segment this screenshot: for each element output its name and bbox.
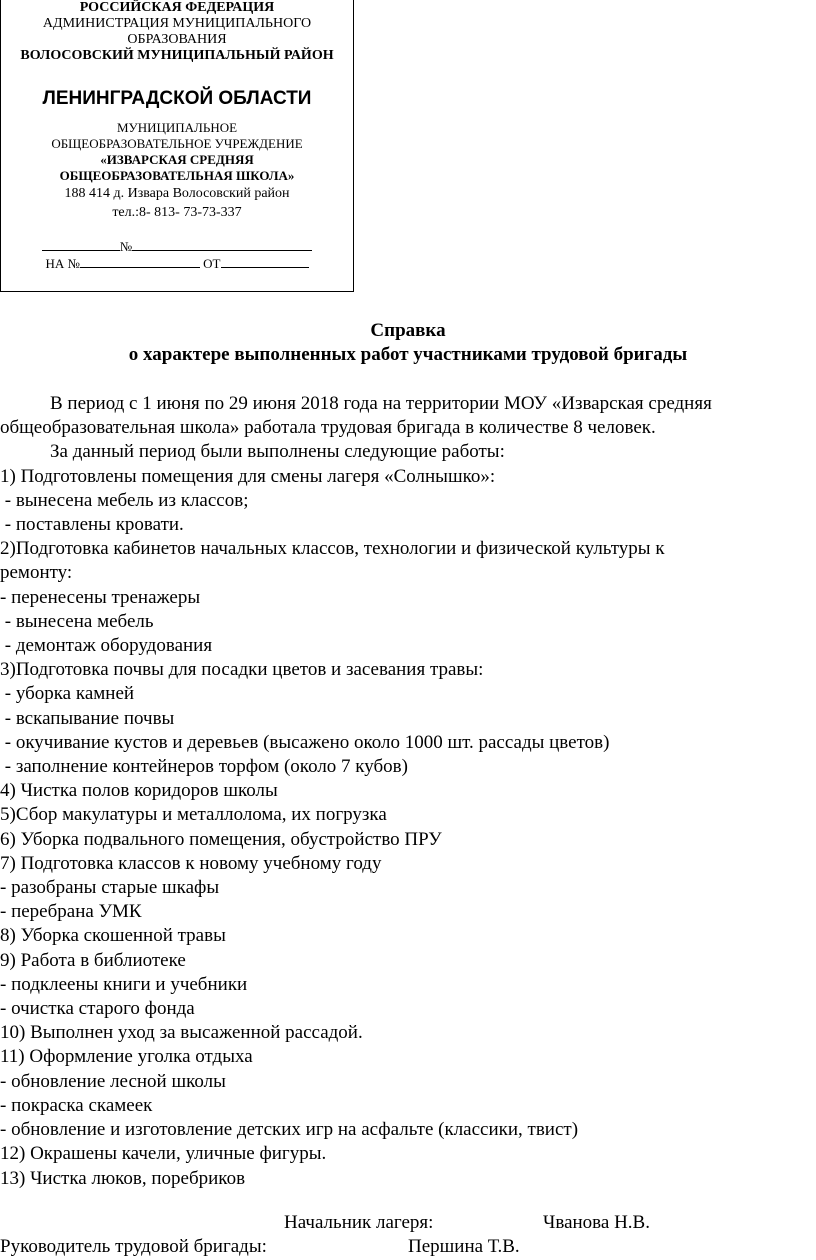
outgoing-number-line <box>1 238 353 255</box>
body-line: - обновление лесной школы <box>0 1070 226 1092</box>
letterhead-phone: тел.:8- 813- 73-73-337 <box>112 205 242 220</box>
body-line: 7) Подготовка классов к новому учебному году <box>0 852 382 874</box>
body-line: - очистка старого фонда <box>0 998 195 1020</box>
letterhead-country: РОССИЙСКАЯ ФЕДЕРАЦИЯ <box>79 0 275 15</box>
body-line: - поставлены кровати. <box>0 514 184 536</box>
body-line: - вскапывание почвы <box>0 707 175 729</box>
brigade-head-name: Першина Т.В. <box>408 1236 520 1257</box>
body-line: 10) Выполнен уход за высаженной рассадой. <box>0 1022 363 1044</box>
body-line: - перебрана УМК <box>0 901 142 923</box>
body-line: - демонтаж оборудования <box>0 635 213 657</box>
document-title: Справка <box>370 320 446 341</box>
number-sign: № <box>119 239 133 254</box>
body-line: - уборка камней <box>0 683 135 705</box>
na-blank <box>80 255 200 268</box>
body-line: 2)Подготовка кабинетов начальных классов, технологии и физической культуры к <box>0 538 665 560</box>
body-line: - окучивание кустов и деревьев (высажено около 1000 шт. рассады цветов) <box>0 731 610 753</box>
camp-head-name: Чванова Н.В. <box>543 1212 650 1233</box>
letterhead-school-2: ОБЩЕОБРАЗОВАТЕЛЬНАЯ ШКОЛА» <box>59 168 295 183</box>
camp-head-label: Начальник лагеря: <box>284 1212 434 1233</box>
body-line: 8) Уборка скошенной травы <box>0 925 226 947</box>
letterhead-district: ВОЛОСОВСКИЙ МУНИЦИПАЛЬНЫЙ РАЙОН <box>20 48 334 63</box>
body-line: За данный период были выполнены следующие работы: <box>50 441 505 463</box>
letterhead-admin-2: ОБРАЗОВАНИЯ <box>127 32 227 47</box>
letterhead-institution-2: ОБЩЕОБРАЗОВАТЕЛЬНОЕ УЧРЕЖДЕНИЕ <box>51 136 303 151</box>
body-line: - заполнение контейнеров торфом (около 7 кубов) <box>0 756 408 778</box>
body-line: 5)Сбор макулатуры и металлолома, их погрузка <box>0 804 387 826</box>
ot-label: ОТ <box>203 256 221 271</box>
body-line: ремонту: <box>0 562 73 584</box>
body-line: 4) Чистка полов коридоров школы <box>0 780 278 802</box>
body-line: - покраска скамеек <box>0 1094 153 1116</box>
ot-blank <box>221 255 309 268</box>
letterhead-address: 188 414 д. Извара Волосовский район <box>64 186 290 201</box>
letterhead-reference-lines <box>1 238 353 272</box>
body-line: общеобразовательная школа» работала трудовая бригада в количестве 8 человек. <box>0 417 656 439</box>
letterhead-school-1: «ИЗВАРСКАЯ СРЕДНЯЯ <box>100 152 254 167</box>
body-line: 11) Оформление уголка отдыха <box>0 1046 253 1068</box>
body-line: - вынесена мебель из классов; <box>0 489 249 511</box>
body-line: - обновление и изготовление детских игр на асфальте (классики, твист) <box>0 1119 579 1141</box>
document-body <box>0 392 816 1191</box>
date-blank <box>42 238 120 251</box>
incoming-number-line <box>1 255 353 272</box>
body-line: 13) Чистка люков, поребриков <box>0 1167 246 1189</box>
letterhead <box>0 0 354 292</box>
letterhead-institution-1: МУНИЦИПАЛЬНОЕ <box>116 120 238 135</box>
body-line: В период с 1 июня по 29 июня 2018 года на территории МОУ «Изварская средняя <box>50 393 712 414</box>
body-line: 3)Подготовка почвы для посадки цветов и засевания травы: <box>0 659 484 681</box>
brigade-head-label: Руководитель трудовой бригады: <box>0 1236 267 1257</box>
body-line: 6) Уборка подвального помещения, обустройство ПРУ <box>0 828 442 850</box>
body-line: - перенесены тренажеры <box>0 586 201 608</box>
number-blank <box>132 238 312 251</box>
body-line: 9) Работа в библиотеке <box>0 949 186 971</box>
letterhead-admin-1: АДМИНИСТРАЦИЯ МУНИЦИПАЛЬНОГО <box>42 16 312 31</box>
body-line: - разобраны старые шкафы <box>0 877 220 899</box>
body-line: 12) Окрашены качели, уличные фигуры. <box>0 1143 327 1165</box>
body-line: - подклеены книги и учебники <box>0 973 248 995</box>
letterhead-region: ЛЕНИНГРАДСКОЙ ОБЛАСТИ <box>42 88 312 109</box>
document-subtitle: о характере выполненных работ участниками трудовой бригады <box>128 344 688 365</box>
body-line: 1) Подготовлены помещения для смены лагеря «Солнышко»: <box>0 465 496 487</box>
na-label: НА № <box>45 256 80 271</box>
body-line: - вынесена мебель <box>0 610 154 632</box>
